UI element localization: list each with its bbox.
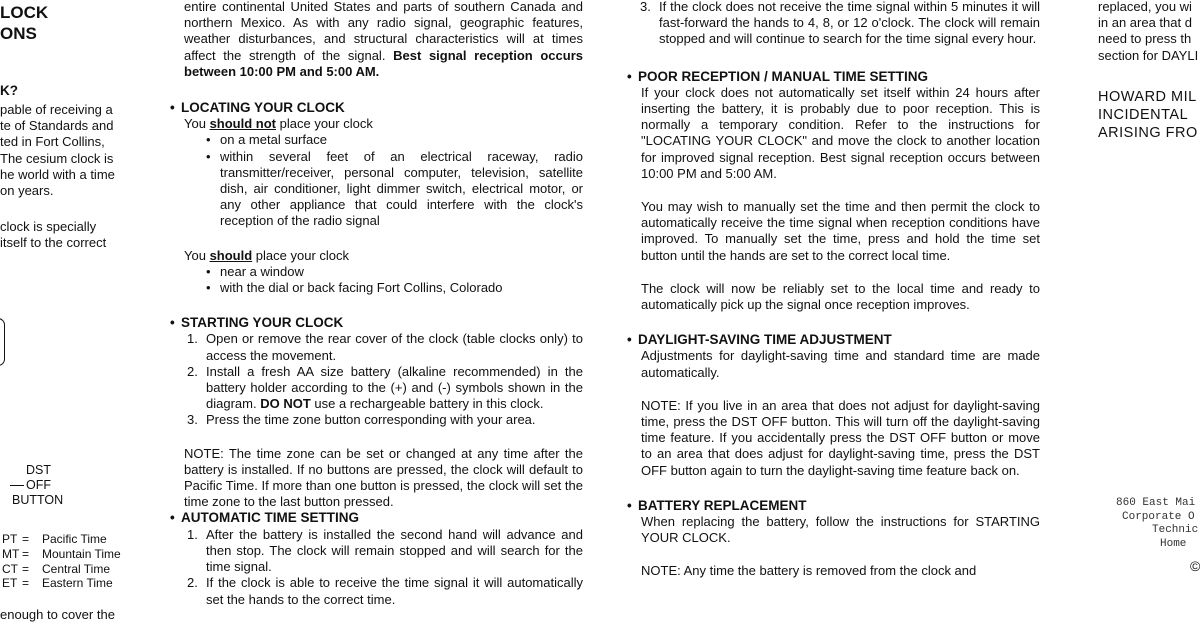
list-item: 3. Press the time zone button corresponding with your area. <box>187 412 536 428</box>
poor-reception-p2: You may wish to manually set the time and then permit the clock to automatically receive the time signal when reception conditions have improved. To manually set the time, press and hold the time set button until the hands are set to the correct local time. <box>641 199 1040 263</box>
list-item: 2. Install a fresh AA size battery (alkaline recommended) in the battery holder according to the (+) and (-) symbols shown in the diagram. DO NOT use a rechargeable battery in this clock. <box>187 363 583 412</box>
list-item: 1. After the battery is installed the second hand will advance and then stop. The clock will remain stopped and will search for the time signal. <box>187 526 583 575</box>
list-item: 2. If the clock is able to receive the time signal it will automatically set the hands to the correct time. <box>187 575 583 607</box>
dst-heading: • DAYLIGHT-SAVING TIME ADJUSTMENT <box>627 332 892 348</box>
doc-title: LOCK ONS <box>0 3 49 43</box>
battery-note: NOTE: Any time the battery is removed from the clock and <box>641 563 977 579</box>
dst-p1: Adjustments for daylight-saving time and standard time are made automatically. <box>641 348 1040 380</box>
auto-steps-continued <box>637 0 1040 48</box>
question-heading: K? <box>0 83 18 98</box>
company-address: 860 East Mai Corporate O Technic Home <box>1116 497 1199 550</box>
battery-p1: When replacing the battery, follow the instructions for STARTING YOUR CLOCK. <box>641 514 1040 546</box>
poor-reception-heading: • POOR RECEPTION / MANUAL TIME SETTING <box>627 68 929 84</box>
replacement-fragment: replaced, you wi in an area that d need to press th section for DAYLI <box>1098 0 1199 63</box>
locating-heading: • LOCATING YOUR CLOCK <box>170 100 345 116</box>
dst-off-label: DST OFF BUTTON <box>12 463 64 507</box>
should-not-line: You should not place your clock <box>184 116 373 132</box>
para-fragment: clock is specially itself to the correct <box>0 219 107 251</box>
column-4 <box>1098 0 1200 630</box>
time-zone-list <box>2 532 121 591</box>
should-list <box>204 264 583 296</box>
copyright-symbol: © <box>1190 558 1200 574</box>
should-line: You should place your clock <box>184 247 350 263</box>
auto-heading: • AUTOMATIC TIME SETTING <box>170 510 359 526</box>
list-item: 1. Open or remove the rear cover of the clock (table clocks only) to access the movement. <box>187 331 583 363</box>
timezone-note: NOTE: The time zone can be set or changed at any time after the battery is installed. If no buttons are pressed, the clock will default to Pacific Time. If more than one button is pressed, the clock will set the time zone to the last button pressed. <box>184 445 583 510</box>
list-item: • within several feet of an electrical raceway, radio transmitter/receiver, personal computer, television, satellite dish, air conditioner, light dimmer switch, electrical motor, or any other appliance that could interfere with the clock's reception of the radio signal <box>204 149 583 230</box>
list-item: • near a window <box>204 264 583 280</box>
starting-heading: • STARTING YOUR CLOCK <box>170 315 344 331</box>
poor-reception-p3: The clock will now be reliably set to the local time and ready to automatically pick up the signal once reception improves. <box>641 280 1040 313</box>
list-item: • on a metal surface <box>204 132 583 148</box>
battery-heading: • BATTERY REPLACEMENT <box>627 497 807 513</box>
zone-row: PT = Pacific Time <box>2 532 107 546</box>
intro-fragment: pable of receiving a te of Standards and ted in Fort Collins, The cesium clock is he world with a time on years. <box>0 102 115 199</box>
intro-paragraph: entire continental United States and parts of southern Canada and northern Mexico. As with any radio signal, geographic features, weather disturbances, and structural characteristics will at times affect the strength of the signal. Best signal reception occurs between 10:00 PM and 5:00 AM. <box>184 0 583 79</box>
warranty-caps: HOWARD MIL INCIDENTAL ARISING FRO <box>1098 89 1198 141</box>
zone-row: CT = Central Time <box>2 561 111 576</box>
dst-note: NOTE: If you live in an area that does not adjust for daylight-saving time, press the DST OFF button. This will turn off the daylight-saving time feature. If you accidentally press the DST OFF button or move to an area that does adjust for daylight-saving time, press the DST OFF button again to turn the daylight-saving time feature back on. <box>641 397 1040 478</box>
list-item: 3. If the clock does not receive the time signal within 5 minutes it will fast-forward the hands to 4, 8, or 12 o'clock. The clock will remain stopped and will continue to search for the time signal every hour. <box>640 0 1040 47</box>
bottom-fragment: enough to cover the <box>0 607 115 622</box>
auto-steps <box>184 527 583 608</box>
should-not-list <box>204 132 583 229</box>
poor-reception-p1: If your clock does not automatically set itself within 24 hours after inserting the battery, it is probably due to poor reception. This is normally a temporary condition. Refer to the instructions for "LOCATING YOUR CLOCK" and move the clock to another location for improved signal reception. Best signal reception occurs between 10:00 PM and 5:00 AM. <box>641 84 1040 181</box>
column-2 <box>170 0 583 608</box>
list-item: • with the dial or back facing Fort Collins, Colorado <box>204 280 583 296</box>
zone-row: ET = Eastern Time <box>2 576 113 591</box>
column-3 <box>627 0 1040 580</box>
starting-steps <box>184 331 583 428</box>
diagram-box-edge <box>0 318 5 366</box>
zone-row: MT = Mountain Time <box>2 546 121 561</box>
